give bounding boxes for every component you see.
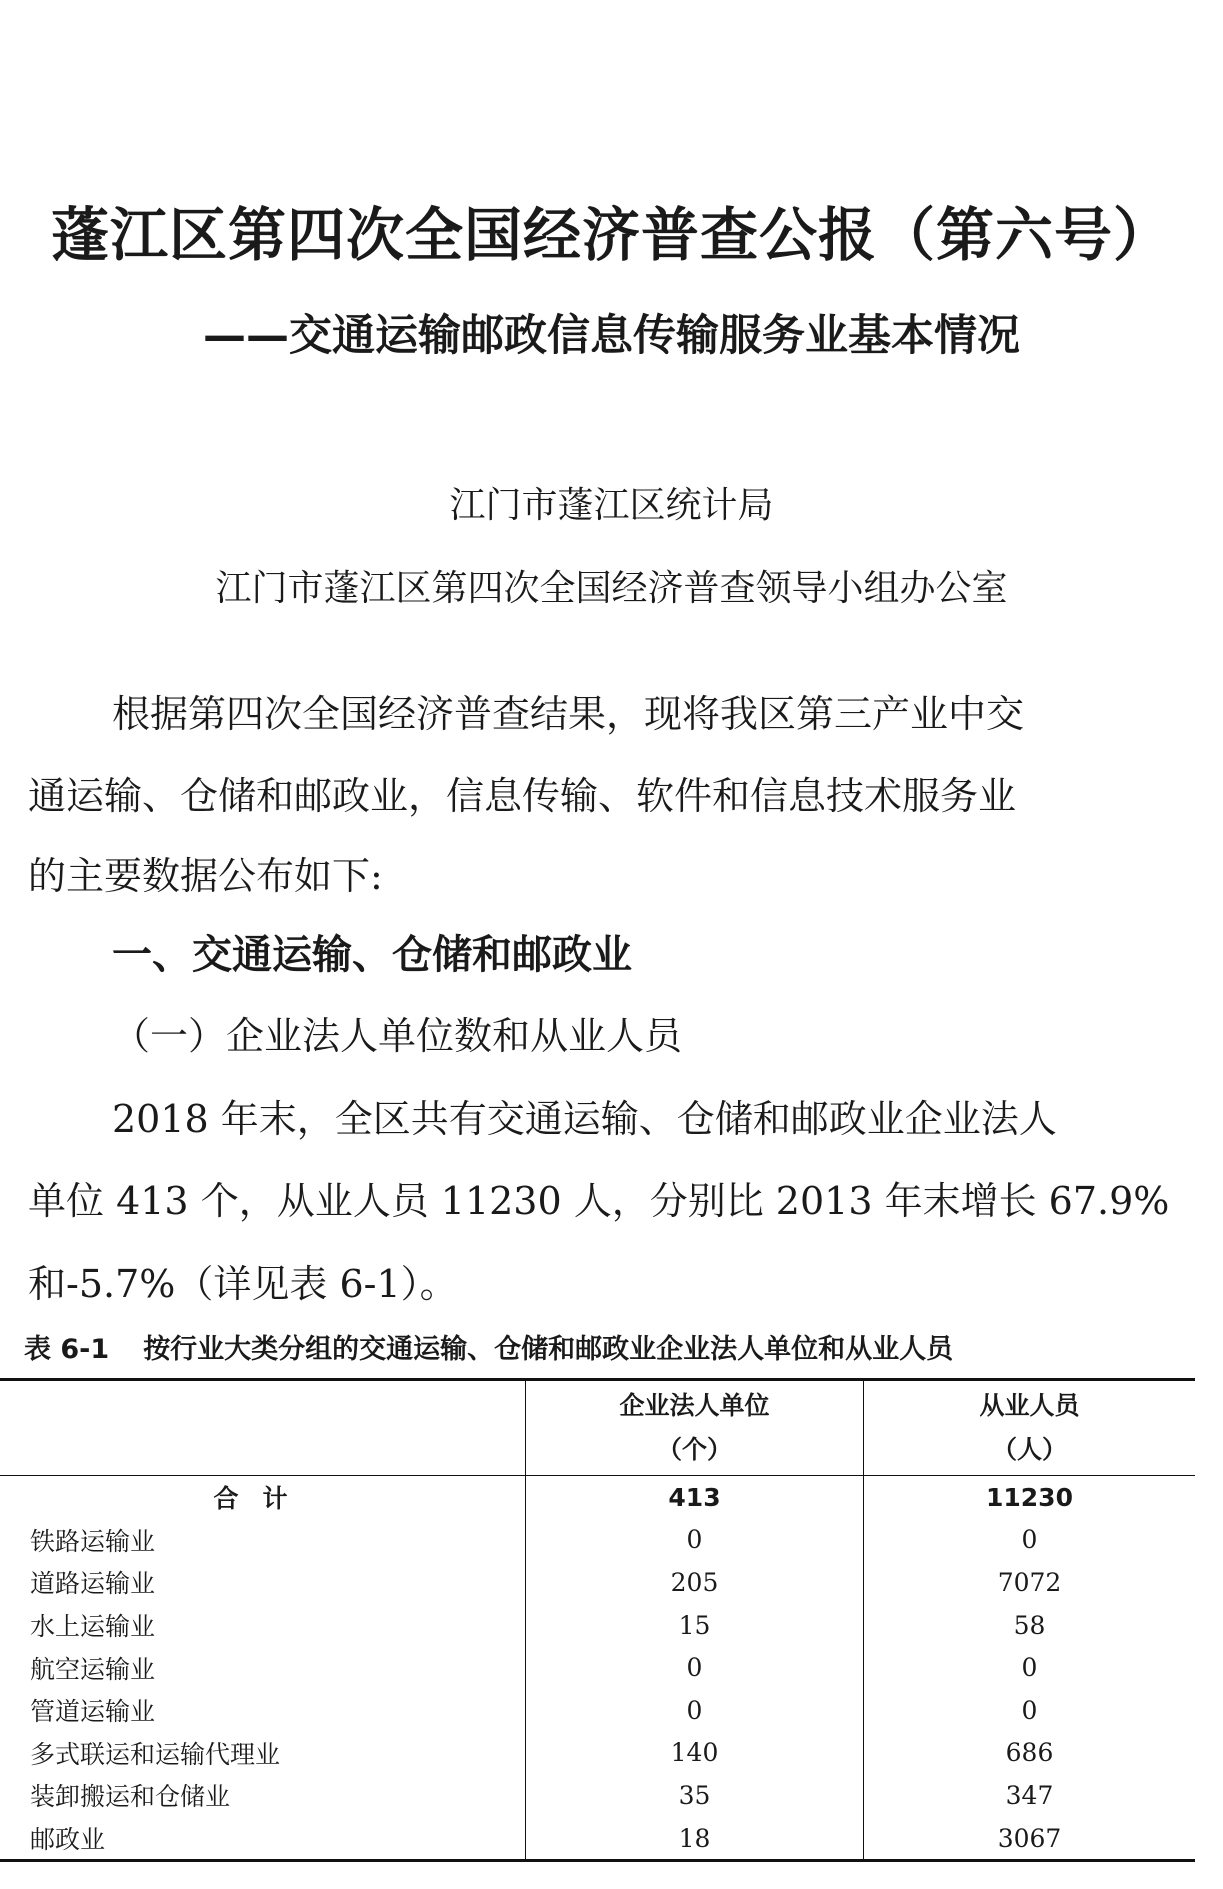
body-line: 单位 413 个，从业人员 11230 人，分别比 2013 年末增长 67.9% — [28, 1179, 1170, 1223]
body-line: 和-5.7%（详见表 6-1）。 — [28, 1262, 458, 1306]
row-employees: 11230 — [986, 1482, 1073, 1512]
row-name: 管道运输业 — [0, 1689, 526, 1732]
row-employees: 347 — [1005, 1780, 1054, 1810]
table-row — [0, 1561, 1195, 1604]
row-name: 合计 — [0, 1476, 526, 1519]
row-employees: 0 — [1021, 1695, 1038, 1725]
row-employees: 0 — [1021, 1653, 1038, 1683]
table-total-row — [0, 1476, 1195, 1519]
row-name: 水上运输业 — [0, 1604, 526, 1647]
row-units: 0 — [526, 1689, 864, 1732]
row-name: 多式联运和运输代理业 — [0, 1732, 526, 1775]
page-subtitle: ——交通运输邮政信息传输服务业基本情况 — [203, 311, 1020, 361]
row-units: 0 — [526, 1519, 864, 1562]
table-header-row — [0, 1380, 1195, 1476]
intro-line: 通运输、仓储和邮政业，信息传输、软件和信息技术服务业 — [28, 774, 1017, 818]
row-employees: 7072 — [997, 1567, 1062, 1597]
table-title: 按行业大类分组的交通运输、仓储和邮政业企业法人单位和从业人员 — [143, 1334, 954, 1365]
header-blank-cell — [0, 1380, 526, 1476]
row-units: 413 — [526, 1476, 864, 1519]
row-name: 邮政业 — [0, 1817, 526, 1861]
table-row — [0, 1732, 1195, 1775]
row-units: 15 — [526, 1604, 864, 1647]
row-employees: 0 — [1021, 1525, 1038, 1555]
section-heading: 一、交通运输、仓储和邮政业 — [112, 932, 632, 978]
row-units: 18 — [526, 1817, 864, 1861]
table-row — [0, 1689, 1195, 1732]
row-employees: 3067 — [997, 1823, 1062, 1853]
row-name: 装卸搬运和仓储业 — [0, 1774, 526, 1817]
row-name: 铁路运输业 — [0, 1519, 526, 1562]
body-line: 2018 年末，全区共有交通运输、仓储和邮政业企业法人 — [112, 1097, 1057, 1141]
table-row — [0, 1519, 1195, 1562]
header-units-unit: （个） — [656, 1435, 732, 1464]
row-name: 道路运输业 — [0, 1561, 526, 1604]
intro-line: 根据第四次全国经济普查结果，现将我区第三产业中交 — [112, 692, 1025, 736]
table-row — [0, 1604, 1195, 1647]
header-employees-label: 从业人员 — [979, 1391, 1080, 1420]
page-title: 蓬江区第四次全国经济普查公报（第六号） — [50, 201, 1172, 269]
table-caption — [24, 1327, 953, 1366]
row-employees: 686 — [1005, 1738, 1054, 1768]
row-units: 140 — [526, 1732, 864, 1775]
row-units: 205 — [526, 1561, 864, 1604]
intro-line: 的主要数据公布如下: — [28, 854, 383, 898]
row-name: 航空运输业 — [0, 1646, 526, 1689]
row-units: 0 — [526, 1646, 864, 1689]
issuer-bureau: 江门市蓬江区统计局 — [449, 485, 774, 526]
table-number: 表 6-1 — [24, 1334, 110, 1365]
row-employees: 58 — [1013, 1610, 1046, 1640]
header-units-label: 企业法人单位 — [619, 1391, 770, 1420]
header-employees-unit: （人） — [991, 1435, 1067, 1464]
header-employees — [864, 1380, 1196, 1476]
subsection-heading: （一）企业法人单位数和从业人员 — [112, 1014, 683, 1058]
row-units: 35 — [526, 1774, 864, 1817]
table-row — [0, 1774, 1195, 1817]
industry-table — [0, 1378, 1195, 1862]
issuer-office: 江门市蓬江区第四次全国经济普查领导小组办公室 — [215, 568, 1008, 609]
table-row — [0, 1817, 1195, 1861]
header-units — [526, 1380, 864, 1476]
table-row — [0, 1646, 1195, 1689]
